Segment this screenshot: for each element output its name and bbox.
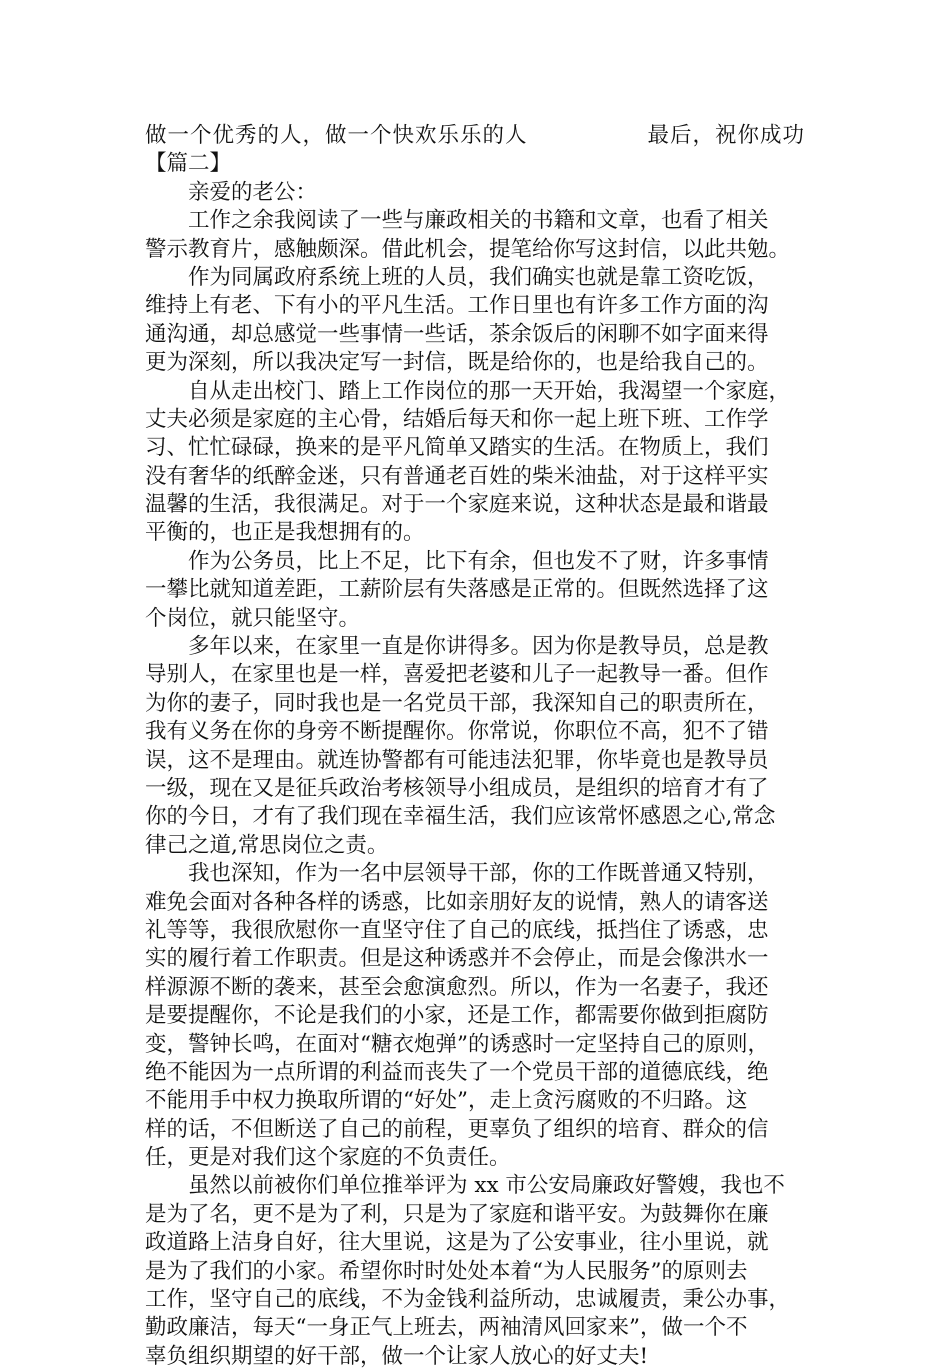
letter-paragraph [145, 207, 805, 264]
paragraph-line: 我也深知，作为一名中层领导干部，你的工作既普通又特别， [188, 861, 769, 887]
paragraph-line: 温馨的生活，我很满足。对于一个家庭来说，这种状态是最和谐最 [145, 492, 769, 518]
paragraph-line: 警示教育片，感触颇深。借此机会，提笔给你写这封信，以此共勉。 [145, 236, 791, 262]
paragraph-line: 礼等等，我很欣慰你一直坚守住了自己的底线，抵挡住了诱惑，忠 [145, 917, 769, 943]
paragraph-line: 自从走出校门、踏上工作岗位的那一天开始，我渴望一个家庭， [188, 378, 791, 404]
paragraph-line: 样源源不断的袭来，甚至会愈演愈烈。所以，作为一名妻子，我还 [145, 974, 769, 1000]
paragraph-line: 不能用手中权力换取所谓的“好处”，走上贪污腐败的不归路。这 [145, 1088, 748, 1114]
paragraph-line: 个岗位，就只能坚守。 [145, 605, 361, 631]
paragraph-line: 为你的妻子，同时我也是一名党员干部，我深知自己的职责所在， [145, 690, 769, 716]
letter-paragraph [145, 378, 805, 548]
paragraph-line: 变，警钟长鸣，在面对“糖衣炮弹”的诱惑时一定坚持自己的原则， [145, 1031, 769, 1057]
letter-greeting: 亲爱的老公： [188, 179, 318, 205]
paragraph-line: 是为了名，更不是为了利，只是为了家庭和谐平安。为鼓舞你在廉 [145, 1201, 769, 1227]
paragraph-line: 难免会面对各种各样的诱惑，比如亲朋好友的说情，熟人的请客送 [145, 889, 769, 915]
paragraph-line: 习、忙忙碌碌，换来的是平凡简单又踏实的生活。在物质上，我们 [145, 435, 769, 461]
letter-paragraph [145, 633, 805, 860]
paragraph-line: 工作，坚守自己的底线，不为金钱利益所动，忠诚履责，秉公办事， [145, 1287, 791, 1313]
letter-paragraph [145, 264, 805, 378]
letter-paragraphs [145, 207, 805, 1371]
section-heading: 【篇二】 [145, 151, 232, 177]
paragraph-line: 辜负组织期望的好干部，做一个让家人放心的好丈夫! [145, 1343, 649, 1369]
paragraph-line: 绝不能因为一点所谓的利益而丧失了一个党员干部的道德底线，绝 [145, 1059, 769, 1085]
paragraph-line: 作为同属政府系统上班的人员，我们确实也就是靠工资吃饭， [188, 264, 769, 290]
letter-paragraph [145, 548, 805, 633]
paragraph-line: 没有奢华的纸醉金迷，只有普通老百姓的柴米油盐，对于这样平实 [145, 463, 769, 489]
paragraph-line: 丈夫必须是家庭的主心骨，结婚后每天和你一起上班下班、工作学 [145, 406, 769, 432]
paragraph-line: 多年以来，在家里一直是你讲得多。因为你是教导员，总是教 [188, 634, 769, 660]
paragraph-line: 任，更是对我们这个家庭的不负责任。 [145, 1145, 511, 1171]
paragraph-line: 作为公务员，比上不足，比下有余，但也发不了财，许多事情 [188, 548, 769, 574]
letter-paragraph [145, 1172, 805, 1371]
paragraph-line: 一级，现在又是征兵政治考核领导小组成员，是组织的培育才有了 [145, 775, 769, 801]
paragraph-line: 是要提醒你，不论是我们的小家，还是工作，都需要你做到拒腐防 [145, 1003, 769, 1029]
paragraph-line: 维持上有老、下有小的平凡生活。工作日里也有许多工作方面的沟 [145, 293, 769, 319]
paragraph-line: 误，这不是理由。就连协警都有可能违法犯罪，你毕竟也是教导员 [145, 747, 769, 773]
paragraph-line: 勤政廉洁，每天“一身正气上班去，两袖清风回家来”，做一个不 [145, 1315, 748, 1341]
paragraph-line: 虽然以前被你们单位推举评为 xx 市公安局廉政好警嫂，我也不 [188, 1173, 785, 1199]
paragraph-line: 更为深刻，所以我决定写一封信，既是给你的，也是给我自己的。 [145, 350, 769, 376]
paragraph-line: 我有义务在你的身旁不断提醒你。你常说，你职位不高，犯不了错 [145, 719, 769, 745]
paragraph-line: 实的履行着工作职责。但是这种诱惑并不会停止，而是会像洪水一 [145, 946, 769, 972]
paragraph-line: 是为了我们的小家。希望你时时处处本着“为人民服务”的原则去 [145, 1258, 748, 1284]
document-body [145, 122, 805, 1371]
paragraph-line: 工作之余我阅读了一些与廉政相关的书籍和文章，也看了相关 [188, 208, 769, 234]
closing-line-previous-section [145, 122, 805, 150]
letter-paragraph [145, 860, 805, 1172]
paragraph-line: 一攀比就知道差距，工薪阶层有失落感是正常的。但既然选择了这 [145, 577, 769, 603]
paragraph-line: 导别人，在家里也是一样，喜爱把老婆和儿子一起教导一番。但作 [145, 662, 769, 688]
paragraph-line: 政道路上洁身自好，往大里说，这是为了公安事业，往小里说，就 [145, 1230, 769, 1256]
paragraph-line: 你的今日，才有了我们现在幸福生活，我们应该常怀感恩之心,常念 [145, 804, 776, 830]
closing-line-left: 做一个优秀的人，做一个快欢乐乐的人 [145, 123, 528, 148]
paragraph-line: 律己之道,常思岗位之责。 [145, 832, 389, 858]
closing-line-right: 最后，祝你成功 [647, 123, 805, 148]
paragraph-line: 平衡的，也正是我想拥有的。 [145, 520, 425, 546]
paragraph-line: 样的话，不但断送了自己的前程，更辜负了组织的培育、群众的信 [145, 1116, 769, 1142]
paragraph-line: 通沟通，却总感觉一些事情一些话，茶余饭后的闲聊不如字面来得 [145, 321, 769, 347]
